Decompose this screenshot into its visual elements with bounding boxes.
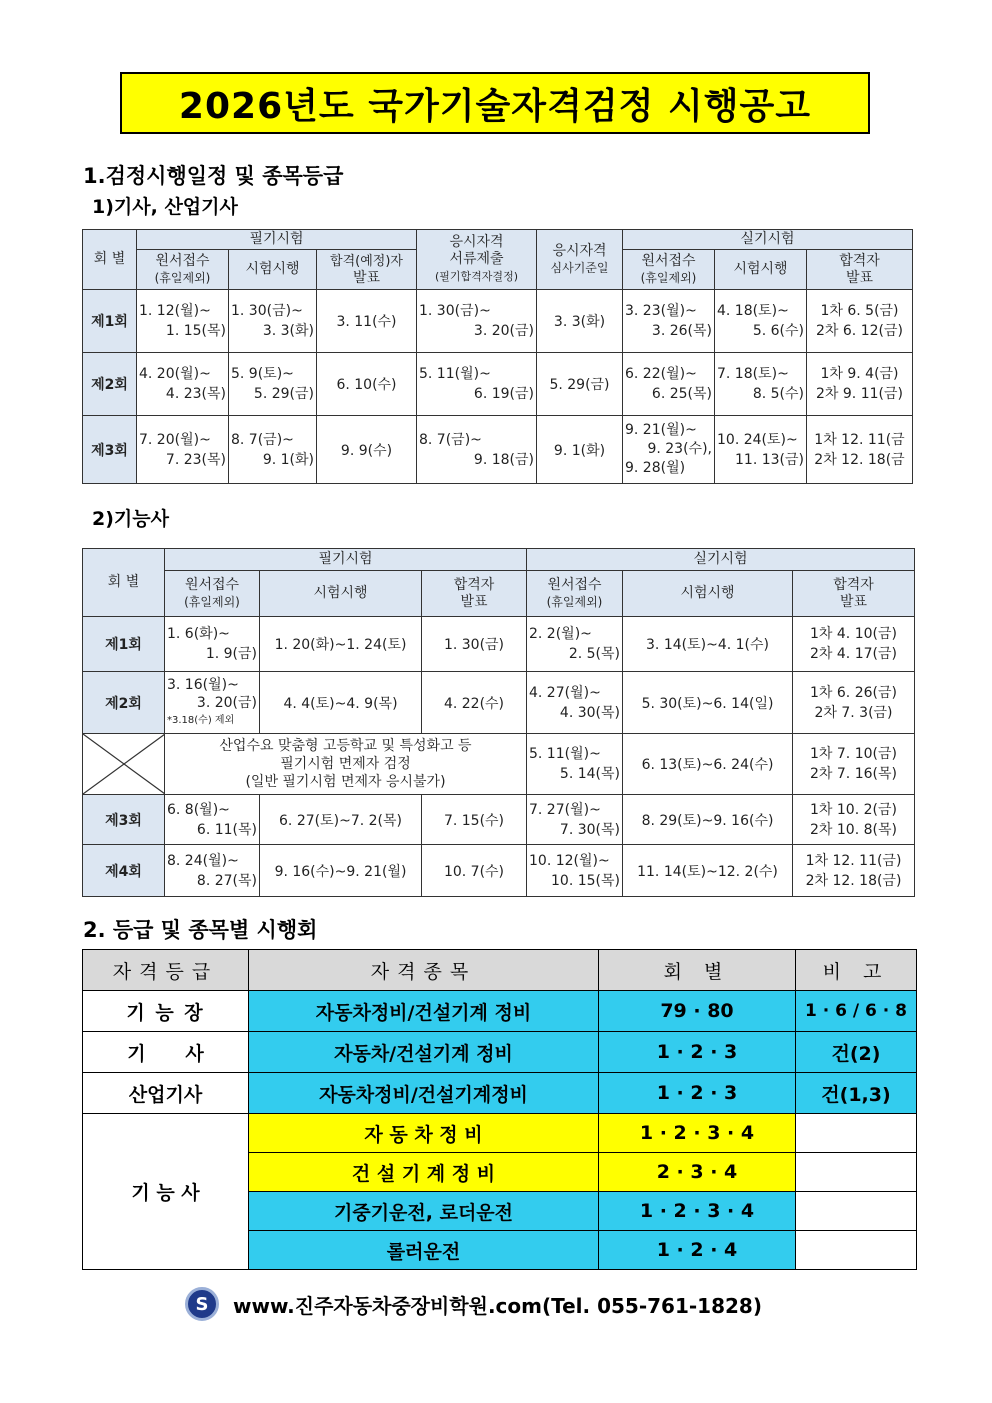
doc-cell: 8. 7(금)~ 9. 18(금) [417, 416, 537, 484]
item-cell: 자동차정비/건설기계정비 [249, 1073, 599, 1114]
item-cell: 자동차정비/건설기계 정비 [249, 991, 599, 1032]
result-cell: 6. 10(수) [317, 353, 417, 416]
grade-cell: 기 능 사 [83, 1114, 249, 1270]
header-grade: 자격등급 [83, 950, 249, 991]
header-round: 회 별 [83, 230, 137, 290]
p-apply-cell: 4. 27(월)~ 4. 30(목) [527, 672, 623, 734]
table-row [83, 290, 913, 353]
note-cell: 건(2) [796, 1032, 917, 1073]
page-title: 2026년도 국가기술자격검정 시행공고 [120, 72, 870, 134]
section1-heading: 1.검정시행일정 및 종목등급 [83, 164, 344, 188]
exam-cell: 8. 7(금)~ 9. 1(화) [229, 416, 317, 484]
header-apply: 원서접수 (휴일제외) [137, 250, 229, 290]
p-exam-cell: 8. 29(토)~9. 16(수) [623, 795, 793, 845]
note-cell: 건(1,3) [796, 1073, 917, 1114]
header-p-apply: 원서접수 (휴일제외) [527, 571, 623, 617]
p-result-cell: 1차 12. 11(금 2차 12. 18(금 [807, 416, 913, 484]
crossed-cell [83, 734, 165, 795]
p-result-cell: 1차 6. 26(금) 2차 7. 3(금) [793, 672, 915, 734]
note-cell: 1 · 6 / 6 · 8 [796, 991, 917, 1032]
result-cell: 3. 11(수) [317, 290, 417, 353]
result-cell: 1. 30(금) [422, 617, 527, 672]
apply-cell: 4. 20(월)~ 4. 23(목) [137, 353, 229, 416]
item-cell: 롤러운전 [249, 1231, 599, 1270]
round-cell: 제4회 [83, 845, 165, 897]
rounds-cell: 1 · 2 · 3 · 4 [599, 1192, 796, 1231]
exam-cell: 1. 30(금)~ 3. 3(화) [229, 290, 317, 353]
table-row [83, 672, 915, 734]
rounds-cell: 1 · 2 · 3 [599, 1073, 796, 1114]
table-gineungsa [82, 548, 915, 897]
p-result-cell: 1차 10. 2(금) 2차 10. 8(목) [793, 795, 915, 845]
header-p-result: 합격자 발표 [793, 571, 915, 617]
header-basis: 응시자격 심사기준일 [537, 230, 623, 290]
header-apply: 원서접수 (휴일제외) [165, 571, 260, 617]
result-cell: 4. 22(수) [422, 672, 527, 734]
rounds-cell: 79 · 80 [599, 991, 796, 1032]
round-cell: 제1회 [83, 290, 137, 353]
note-cell [796, 1231, 917, 1270]
exam-cell: 4. 4(토)~4. 9(목) [260, 672, 422, 734]
p-apply-cell: 10. 12(월)~ 10. 15(목) [527, 845, 623, 897]
p-apply-cell: 5. 11(월)~ 5. 14(목) [527, 734, 623, 795]
header-result: 합격자 발표 [422, 571, 527, 617]
doc-cell: 1. 30(금)~ 3. 20(금) [417, 290, 537, 353]
header-doc: 응시자격 서류제출 (필기합격자결정) [417, 230, 537, 290]
cross-mark-icon [83, 734, 165, 794]
table-row [83, 617, 915, 672]
apply-cell: 1. 12(월)~ 1. 15(목) [137, 290, 229, 353]
p-result-cell: 1차 9. 4(금) 2차 9. 11(금) [807, 353, 913, 416]
header-exam: 시험시행 [260, 571, 422, 617]
academy-logo-icon: S [185, 1287, 219, 1321]
item-cell: 자 동 차 정 비 [249, 1114, 599, 1153]
table-grades [82, 949, 917, 1270]
header-exam: 시험시행 [229, 250, 317, 290]
basis-cell: 3. 3(화) [537, 290, 623, 353]
rounds-cell: 1 · 2 · 3 · 4 [599, 1114, 796, 1153]
header-note: 비 고 [796, 950, 917, 991]
apply-cell: 6. 8(월)~ 6. 11(목) [165, 795, 260, 845]
grade-cell: 산업기사 [83, 1073, 249, 1114]
table-row [83, 845, 915, 897]
p-exam-cell: 4. 18(토)~ 5. 6(수) [715, 290, 807, 353]
p-result-cell: 1차 6. 5(금) 2차 6. 12(금) [807, 290, 913, 353]
p-apply-cell: 6. 22(월)~ 6. 25(목) [623, 353, 715, 416]
p-exam-cell: 6. 13(토)~6. 24(수) [623, 734, 793, 795]
p-result-cell: 1차 4. 10(금) 2차 4. 17(금) [793, 617, 915, 672]
note-cell [796, 1114, 917, 1153]
header-p-apply: 원서접수 (휴일제외) [623, 250, 715, 290]
p-exam-cell: 11. 14(토)~12. 2(수) [623, 845, 793, 897]
p-apply-cell: 2. 2(월)~ 2. 5(목) [527, 617, 623, 672]
exam-cell: 5. 9(토)~ 5. 29(금) [229, 353, 317, 416]
table-row [83, 1032, 917, 1073]
round-cell: 제1회 [83, 617, 165, 672]
exam-cell: 9. 16(수)~9. 21(월) [260, 845, 422, 897]
header-written: 필기시험 [137, 230, 417, 250]
apply-cell: 8. 24(월)~ 8. 27(목) [165, 845, 260, 897]
header-p-exam: 시험시행 [715, 250, 807, 290]
table-gisa [82, 229, 913, 484]
item-cell: 기중기운전, 로더운전 [249, 1192, 599, 1231]
footer [185, 1287, 762, 1321]
header-round: 회 별 [83, 549, 165, 617]
rounds-cell: 2 · 3 · 4 [599, 1153, 796, 1192]
result-cell: 10. 7(수) [422, 845, 527, 897]
p-exam-cell: 7. 18(토)~ 8. 5(수) [715, 353, 807, 416]
special-note-cell: 산업수요 맞춤형 고등학교 및 특성화고 등 필기시험 면제자 검정 (일반 필기시험 면제자 응시불가) [165, 734, 527, 795]
table-row [83, 991, 917, 1032]
header-result: 합격(예정)자 발표 [317, 250, 417, 290]
exam-cell: 1. 20(화)~1. 24(토) [260, 617, 422, 672]
rounds-cell: 1 · 2 · 4 [599, 1231, 796, 1270]
section2-heading: 2. 등급 및 종목별 시행회 [83, 918, 318, 942]
exam-cell: 6. 27(토)~7. 2(목) [260, 795, 422, 845]
p-result-cell: 1차 12. 11(금) 2차 12. 18(금) [793, 845, 915, 897]
grade-cell: 기 사 [83, 1032, 249, 1073]
header-practical: 실기시험 [527, 549, 915, 571]
table-row [83, 795, 915, 845]
section1-sub1: 1)기사, 산업기사 [92, 196, 238, 218]
item-cell: 건 설 기 계 정 비 [249, 1153, 599, 1192]
apply-cell: 1. 6(화)~ 1. 9(금) [165, 617, 260, 672]
basis-cell: 9. 1(화) [537, 416, 623, 484]
p-exam-cell: 3. 14(토)~4. 1(수) [623, 617, 793, 672]
p-exam-cell: 5. 30(토)~6. 14(일) [623, 672, 793, 734]
p-apply-cell: 9. 21(월)~ 9. 23(수), 9. 28(월) [623, 416, 715, 484]
apply-cell: 7. 20(월)~ 7. 23(목) [137, 416, 229, 484]
apply-cell: 3. 16(월)~ 3. 20(금) *3.18(수) 제외 [165, 672, 260, 734]
note-cell [796, 1153, 917, 1192]
doc-cell: 5. 11(월)~ 6. 19(금) [417, 353, 537, 416]
result-cell: 7. 15(수) [422, 795, 527, 845]
header-p-exam: 시험시행 [623, 571, 793, 617]
grade-cell: 기 능 장 [83, 991, 249, 1032]
table-row [83, 1114, 917, 1153]
item-cell: 자동차/건설기계 정비 [249, 1032, 599, 1073]
header-practical: 실기시험 [623, 230, 913, 250]
round-cell: 제3회 [83, 416, 137, 484]
section1-sub2: 2)기능사 [92, 508, 169, 530]
p-exam-cell: 10. 24(토)~ 11. 13(금) [715, 416, 807, 484]
p-result-cell: 1차 7. 10(금) 2차 7. 16(목) [793, 734, 915, 795]
result-cell: 9. 9(수) [317, 416, 417, 484]
note-cell [796, 1192, 917, 1231]
header-rounds: 회 별 [599, 950, 796, 991]
round-cell: 제3회 [83, 795, 165, 845]
header-p-result: 합격자 발표 [807, 250, 913, 290]
round-cell: 제2회 [83, 353, 137, 416]
footer-contact-link[interactable]: www.진주자동차중장비학원.com(Tel. 055-761-1828) [233, 1293, 762, 1318]
table-row [83, 734, 915, 795]
header-item: 자격종목 [249, 950, 599, 991]
p-apply-cell: 7. 27(월)~ 7. 30(목) [527, 795, 623, 845]
table-row [83, 353, 913, 416]
basis-cell: 5. 29(금) [537, 353, 623, 416]
p-apply-cell: 3. 23(월)~ 3. 26(목) [623, 290, 715, 353]
table-row [83, 1073, 917, 1114]
header-written: 필기시험 [165, 549, 527, 571]
round-cell: 제2회 [83, 672, 165, 734]
table-row [83, 416, 913, 484]
rounds-cell: 1 · 2 · 3 [599, 1032, 796, 1073]
